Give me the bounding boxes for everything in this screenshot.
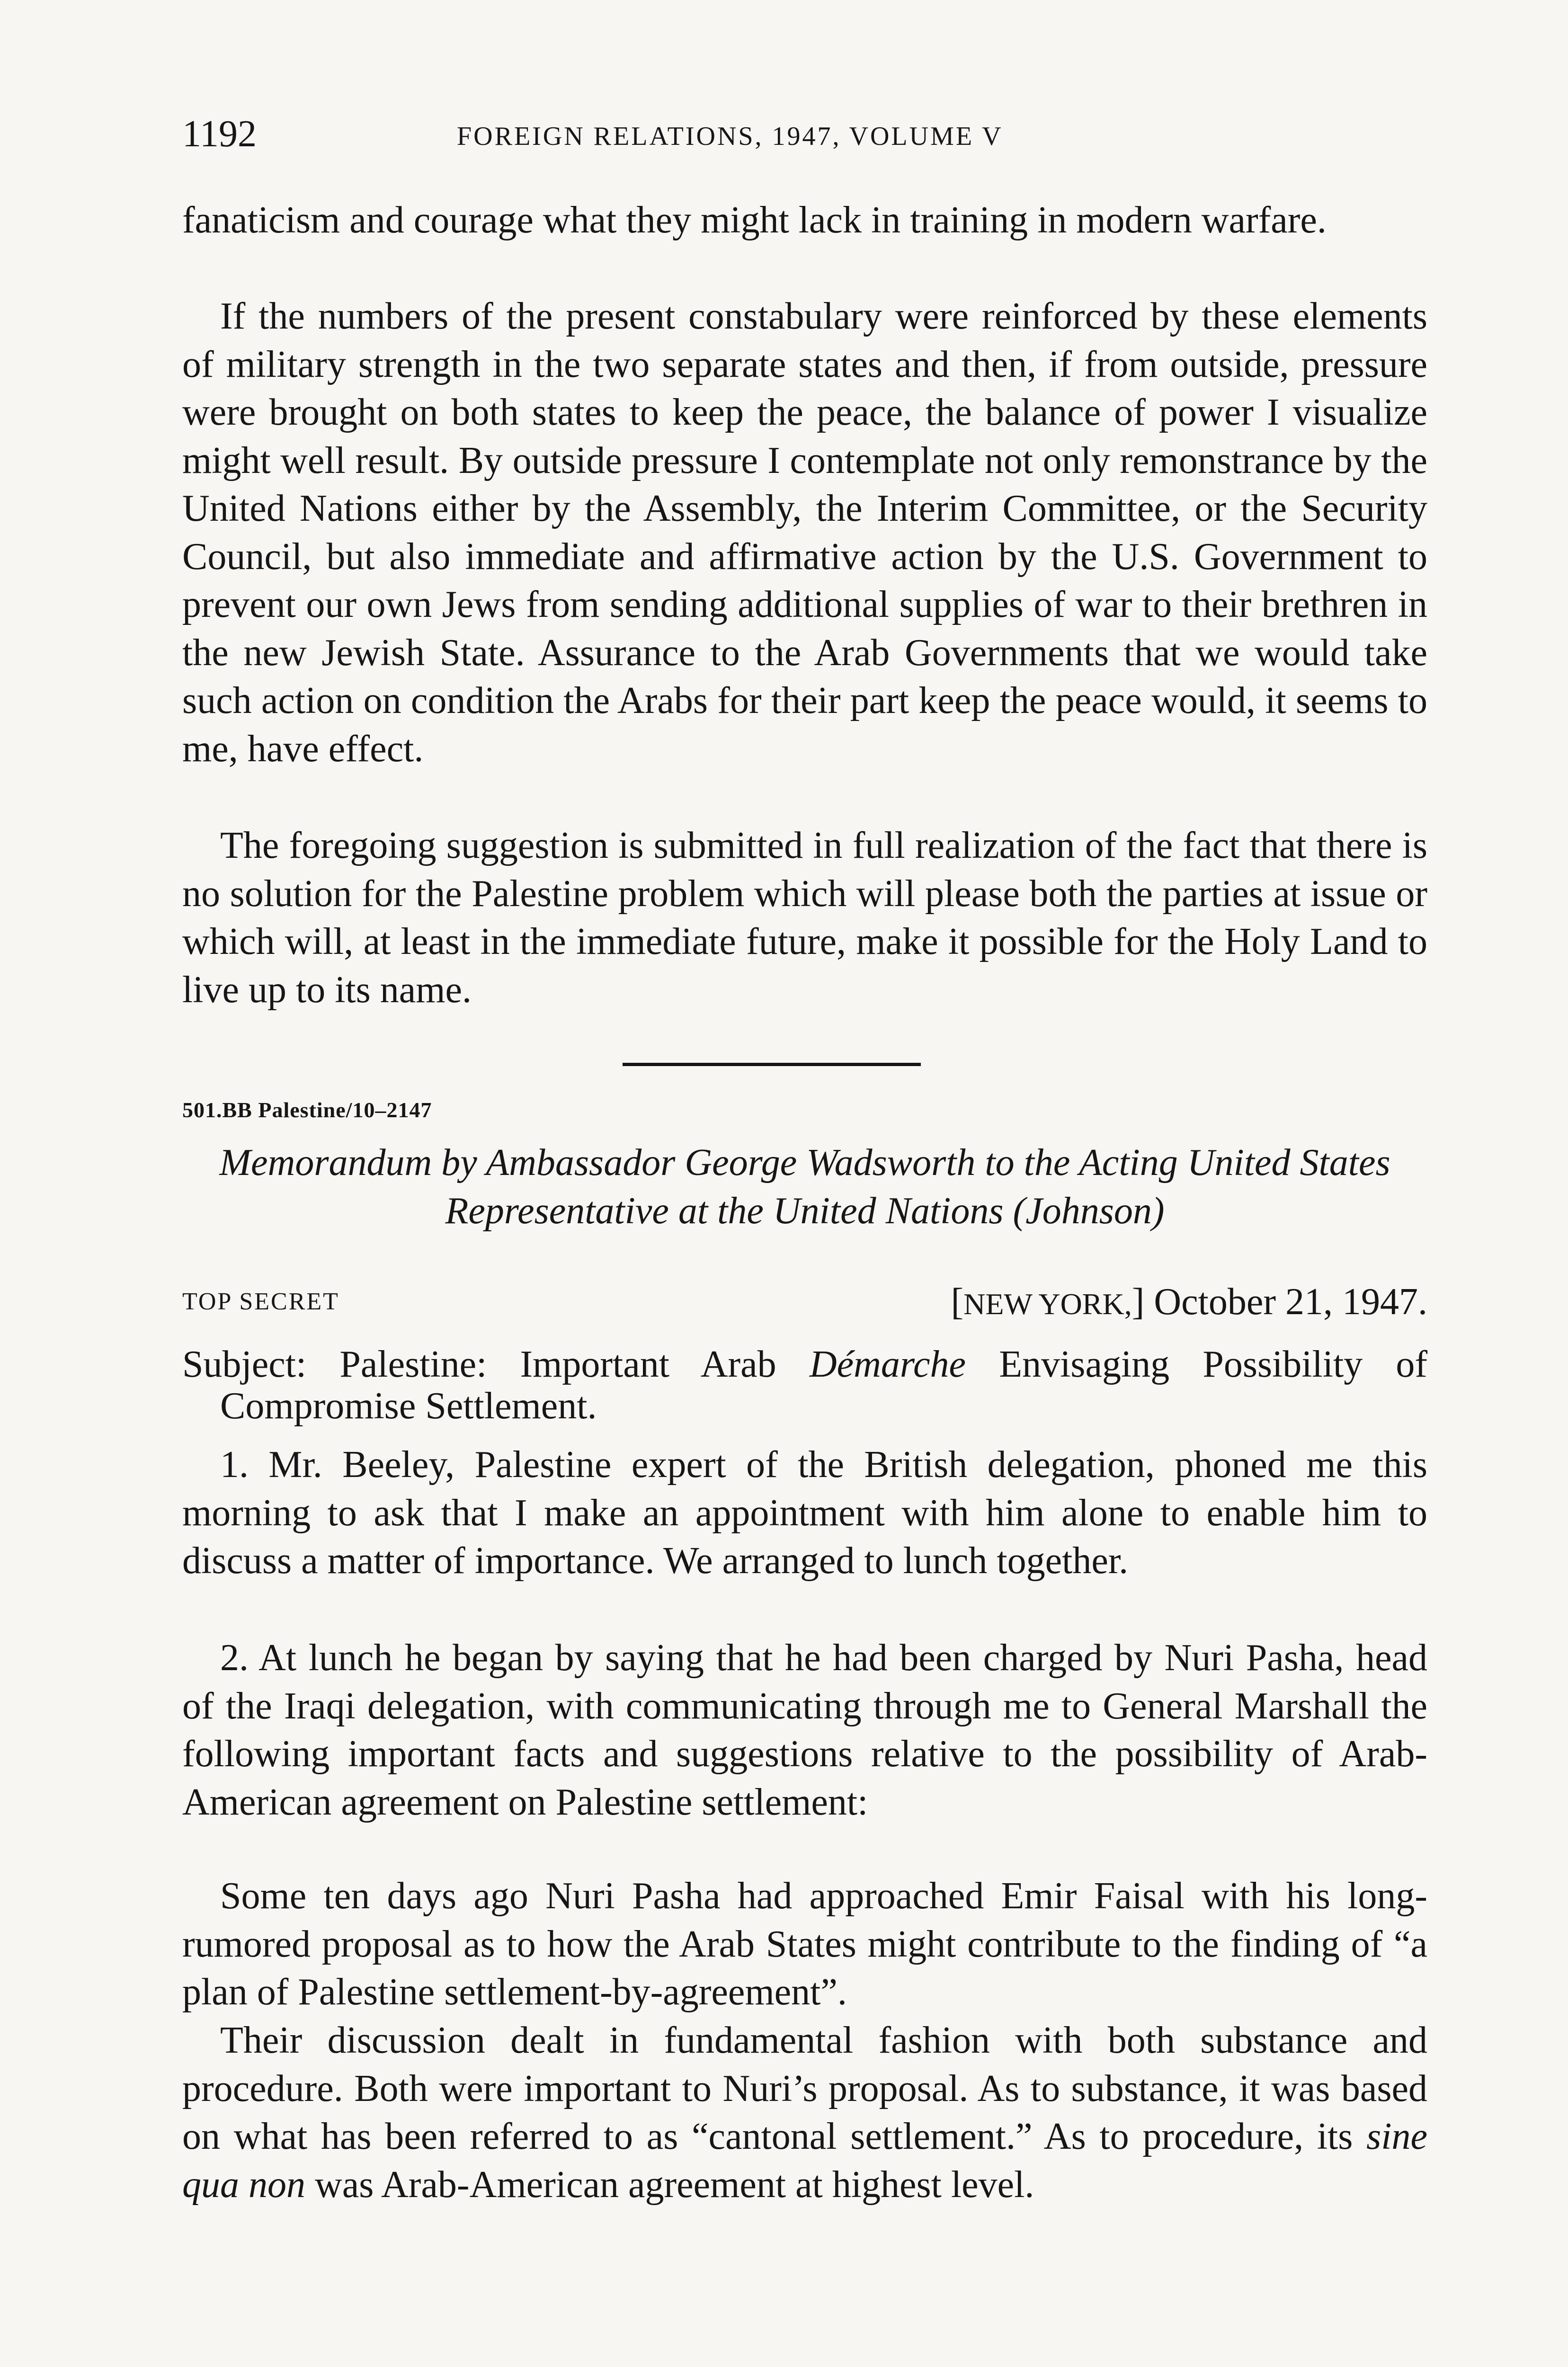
body-paragraph: If the numbers of the present constabulary were reinforced by these elements of military strength in the two separate states and then, if from outside, pressure were brought on both states to keep the peace, the balance of power I visualize might well result. By outside pressure I contemplate not only remonstrance by the United Nations either by the Assembly, the Interim Committee, or the Security Council, but also immediate and affirmative action by the U.S. Government to prevent our own Jews from sending additional supplies of war to their brethren in the new Jewish State. Assurance to the Arab Governments that we would take such action on condition the Arabs for their part keep the peace would, it seems to me, have effect. [182,295,1427,770]
file-number: 501.BB Palestine/10–2147 [182,1098,432,1122]
memo-paragraph-4 [182,2017,1427,2209]
memo-paragraph-4-rest: was Arab-American agreement at highest level. [305,2163,1034,2206]
memo-paragraph-4-text: Their discussion dealt in fundamental fashion with both substance and procedure. Both were important to Nuri’s proposal. As to substance, it was based on what has been referred to as “cantonal settlement.” As to procedure, its [182,2020,1427,2157]
subject-italic: Démarche [809,1344,966,1385]
subject-label: Subject: [182,1344,307,1385]
subject-line [182,1344,1427,1427]
body-paragraph: The foregoing suggestion is submitted in full realization of the fact that there is no solution for the Palestine problem which will please both the parties at issue or which will, at least in the immediate future, make it possible for the Holy Land to live up to its name. [182,825,1427,1011]
dateline [951,1278,1427,1328]
subject-text: Palestine: Important Arab [306,1344,810,1385]
page-number: 1192 [182,113,257,155]
continuation-paragraph: fanaticism and courage what they might lack in training in modern warfare. [182,199,1327,241]
section-divider [623,1063,921,1066]
dateline-open: [ [951,1281,964,1323]
memo-paragraph-2: 2. At lunch he began by saying that he had been charged by Nuri Pasha, head of the Iraqi delegation, with communicating through me to General Marshall the following important facts and suggestions relative to the possibility of Arab-American agreement on Palestine settlement: [182,1637,1427,1823]
memo-paragraph-3: Some ten days ago Nuri Pasha had approached Emir Faisal with his long-rumored proposal as to how the Arab States might contribute to the finding of “a plan of Palestine settlement-by-agreement”. [182,1875,1427,2013]
dateline-rest: ] October 21, 1947. [1131,1281,1427,1323]
subject-text-rest: Envisaging Possibility of Compromise Settlement. [220,1344,1428,1427]
memo-paragraph-1: 1. Mr. Beeley, Palestine expert of the British delegation, phoned me this morning to ask that I make an appointment with him alone to enable him to discuss a matter of importance. We arranged to lunch together. [182,1444,1427,1582]
classification-label: TOP SECRET [182,1288,339,1315]
document-title: Memorandum by Ambassador George Wadsworth to the Acting United States Representative at the United Nations (Johnson) [219,1142,1390,1232]
running-head: FOREIGN RELATIONS, 1947, VOLUME V [457,122,1003,151]
page-header [182,113,1427,155]
memo-paragraph-4-italic: sine qua non [182,2116,1427,2206]
dateline-place: NEW YORK, [963,1287,1132,1321]
